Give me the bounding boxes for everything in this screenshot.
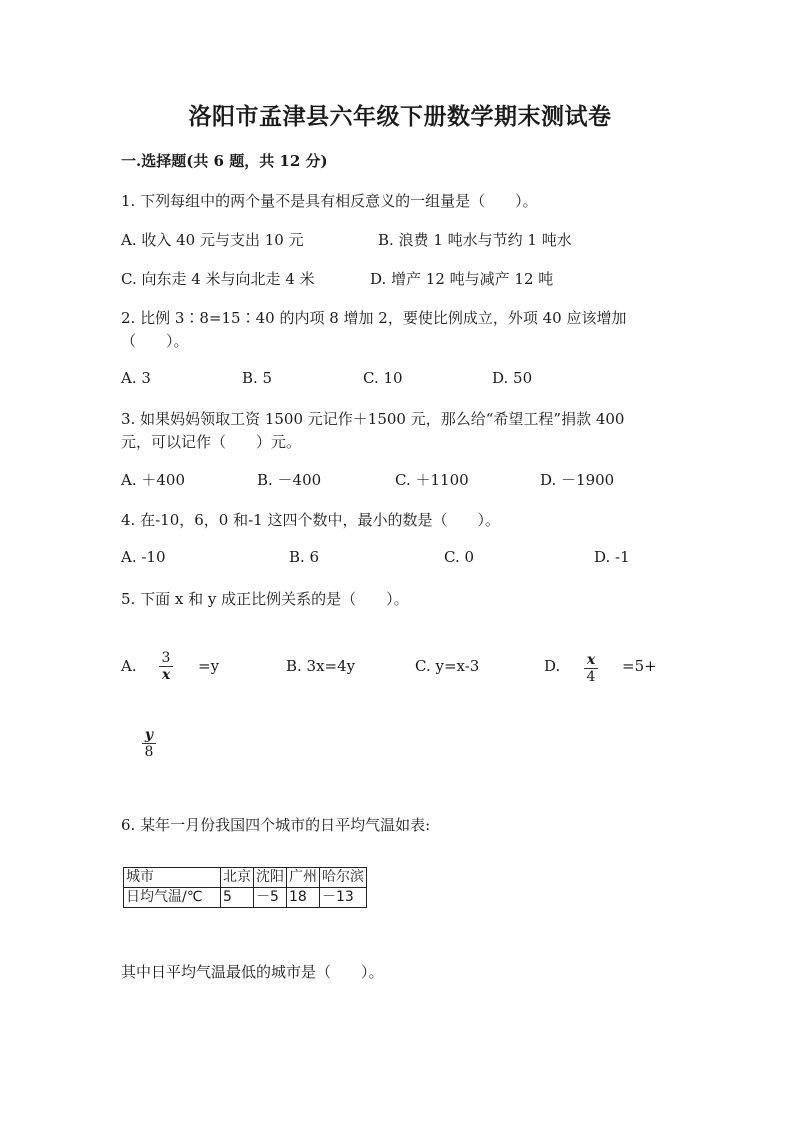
question-1-option-c: C. 向东走 4 米与向北走 4 米 xyxy=(121,270,315,288)
table-cell: 广州 xyxy=(287,868,320,888)
question-5-option-b: B. 3x=4y xyxy=(286,657,356,675)
question-2-option-a: A. 3 xyxy=(121,369,151,387)
question-1-option-d: D. 增产 12 吨与减产 12 吨 xyxy=(370,270,554,288)
table-header-row xyxy=(124,868,367,888)
table-cell: 北京 xyxy=(221,868,254,888)
question-6-follow-up: 其中日平均气温最低的城市是（ ）。 xyxy=(121,963,384,981)
question-5-option-a-fraction xyxy=(159,650,173,683)
fraction-denominator: 8 xyxy=(144,744,154,760)
question-5-option-d-equation: =5+ xyxy=(622,657,657,675)
question-2-stem-line-1: 2. 比例 3∶8=15∶40 的内项 8 增加 2，要使比例成立，外项 40 应该增加 xyxy=(121,309,627,327)
fraction-denominator: x xyxy=(161,667,171,683)
question-2-stem-line-2: （ ）。 xyxy=(121,332,189,350)
question-3-option-b: B. －400 xyxy=(257,471,322,489)
table-cell: 5 xyxy=(221,888,254,908)
question-3-option-a: A. ＋400 xyxy=(121,471,185,489)
table-cell: 日均气温/℃ xyxy=(124,888,221,908)
question-4-stem: 4. 在-10，6，0 和-1 这四个数中，最小的数是（ ）。 xyxy=(121,511,500,529)
question-3-option-d: D. －1900 xyxy=(540,471,615,489)
fraction-numerator: 3 xyxy=(161,650,171,666)
question-5-option-d-fraction xyxy=(584,652,598,685)
question-3-stem-line-2: 元，可以记作（ ）元。 xyxy=(121,433,302,451)
fraction-numerator: x xyxy=(586,652,596,668)
question-6-stem: 6. 某年一月份我国四个城市的日平均气温如表: xyxy=(121,816,431,834)
question-1-option-b: B. 浪费 1 吨水与节约 1 吨水 xyxy=(378,231,572,249)
question-4-option-b: B. 6 xyxy=(289,548,320,566)
question-3-stem-line-1: 3. 如果妈妈领取工资 1500 元记作＋1500 元，那么给“希望工程”捐款 400 xyxy=(121,410,625,428)
table-cell: －5 xyxy=(254,888,287,908)
question-4-option-a: A. -10 xyxy=(121,548,166,566)
question-3-option-c: C. ＋1100 xyxy=(395,471,469,489)
table-cell: 哈尔滨 xyxy=(320,868,367,888)
question-5-option-c: C. y=x-3 xyxy=(415,657,480,675)
page-title: 洛阳市孟津县六年级下册数学期末测试卷 xyxy=(188,103,612,130)
question-5-option-a-label: A. xyxy=(121,657,137,675)
question-4-option-d: D. -1 xyxy=(594,548,630,566)
question-2-option-c: C. 10 xyxy=(363,369,403,387)
fraction-denominator: 4 xyxy=(586,669,596,685)
question-5-stem: 5. 下面 x 和 y 成正比例关系的是（ ）。 xyxy=(121,590,409,608)
question-5-option-d-fraction-continued xyxy=(142,727,156,760)
temperature-table xyxy=(123,867,367,908)
question-2-option-d: D. 50 xyxy=(492,369,533,387)
table-row xyxy=(124,888,367,908)
table-cell: 城市 xyxy=(124,868,221,888)
question-1-option-a: A. 收入 40 元与支出 10 元 xyxy=(121,231,304,249)
table-cell: －13 xyxy=(320,888,367,908)
question-5-option-d-label: D. xyxy=(544,657,561,675)
question-4-option-c: C. 0 xyxy=(444,548,475,566)
section-heading: 一.选择题(共 6 题，共 12 分) xyxy=(121,152,328,170)
table-cell: 18 xyxy=(287,888,320,908)
question-5-option-a-equation: =y xyxy=(198,657,220,675)
table-cell: 沈阳 xyxy=(254,868,287,888)
fraction-numerator: y xyxy=(144,727,154,743)
question-2-option-b: B. 5 xyxy=(242,369,273,387)
question-1-stem: 1. 下列每组中的两个量不是具有相反意义的一组量是（ ）。 xyxy=(121,192,538,210)
